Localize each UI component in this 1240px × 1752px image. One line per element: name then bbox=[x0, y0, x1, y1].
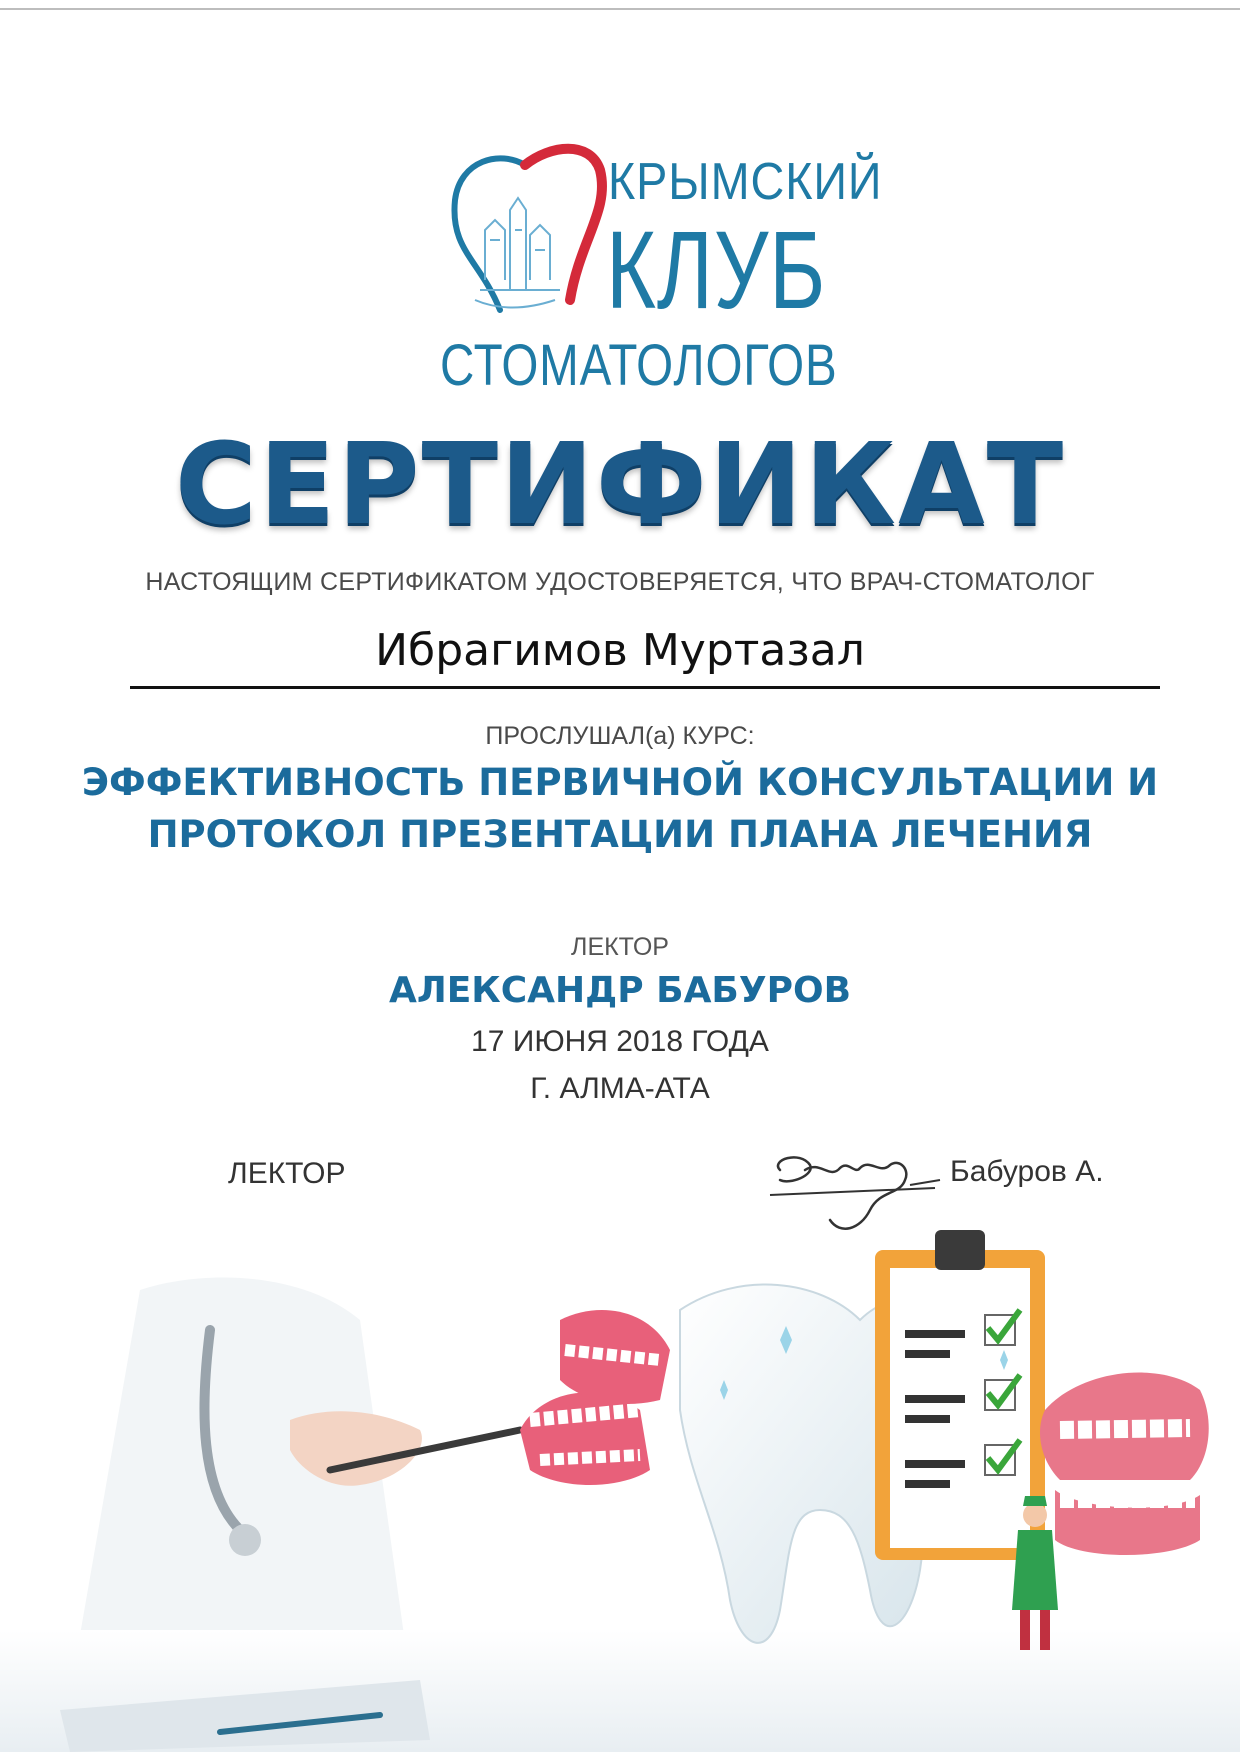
certificate-intro: НАСТОЯЩИМ СЕРТИФИКАТОМ УДОСТОВЕРЯЕТСЯ, ЧТО ВРАЧ-СТОМАТОЛОГ bbox=[145, 568, 1095, 596]
certificate-title: СЕРТИФИКАТ bbox=[174, 420, 1066, 550]
course-label: ПРОСЛУШАЛ(а) КУРС: bbox=[485, 722, 755, 750]
logo-text-line3: СТОМАТОЛОГОВ bbox=[440, 333, 838, 398]
course-title-line2: ПРОТОКОЛ ПРЕЗЕНТАЦИИ ПЛАНА ЛЕЧЕНИЯ bbox=[147, 813, 1093, 856]
signature-name: Бабуров А. bbox=[950, 1155, 1104, 1188]
recipient-underline bbox=[130, 686, 1160, 689]
club-logo bbox=[440, 140, 883, 400]
logo-text-line2: КЛУБ bbox=[606, 209, 827, 332]
recipient-name: Ибрагимов Муртазал bbox=[375, 625, 865, 676]
course-title bbox=[0, 757, 1240, 861]
lector-name: АЛЕКСАНДР БАБУРОВ bbox=[388, 970, 852, 1011]
dentures-icon bbox=[1040, 1373, 1209, 1555]
jaw-model-icon bbox=[520, 1310, 670, 1485]
lector-label: ЛЕКТОР bbox=[571, 933, 669, 961]
tooth-logo-icon bbox=[440, 140, 620, 340]
course-title-line1: ЭФФЕКТИВНОСТЬ ПЕРВИЧНОЙ КОНСУЛЬТАЦИИ И bbox=[81, 761, 1159, 804]
course-date: 17 ИЮНЯ 2018 ГОДА bbox=[471, 1025, 769, 1058]
dental-illustration bbox=[0, 1210, 1240, 1752]
course-city: Г. АЛМА-АТА bbox=[530, 1072, 710, 1105]
logo-text-line1: КРЫМСКИЙ bbox=[608, 153, 883, 211]
checklist-clipboard-icon bbox=[875, 1230, 1045, 1560]
top-border-line bbox=[0, 8, 1240, 10]
signature-label: ЛЕКТОР bbox=[228, 1157, 346, 1190]
